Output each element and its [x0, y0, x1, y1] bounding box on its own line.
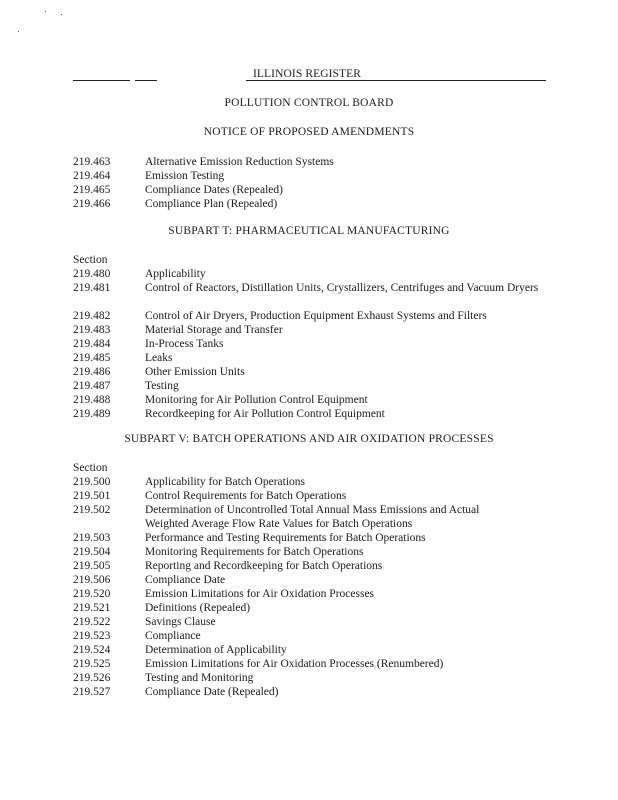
section-number: 219.464 [73, 170, 111, 182]
section-number: 219.489 [73, 408, 111, 420]
subpart-t-heading: SUBPART T: PHARMACEUTICAL MANUFACTURING [168, 225, 450, 237]
section-number: 219.487 [73, 380, 111, 392]
scan-speck [61, 14, 62, 15]
toc-row [73, 475, 553, 489]
toc-row [73, 183, 553, 197]
board-name: POLLUTION CONTROL BOARD [224, 97, 394, 109]
toc-row [73, 615, 553, 629]
toc-row [73, 489, 553, 503]
section-label: Section [73, 254, 108, 266]
section-title: Applicability [145, 268, 206, 280]
section-title: Compliance [145, 630, 201, 642]
section-title: Definitions (Repealed) [145, 602, 251, 614]
section-number: 219.466 [73, 198, 111, 210]
toc-row [73, 629, 553, 643]
toc-row [73, 573, 553, 587]
section-title: Control of Air Dryers, Production Equipment Exhaust Systems and Filters [145, 310, 487, 322]
toc-row [73, 601, 553, 615]
toc-row [73, 503, 553, 531]
toc-row [73, 685, 553, 699]
section-title: Testing [145, 380, 179, 392]
section-number: 219.502 [73, 504, 111, 516]
section-number: 219.504 [73, 546, 111, 558]
toc-row [73, 587, 553, 601]
toc-row [73, 365, 553, 379]
section-number: 219.488 [73, 394, 111, 406]
toc-row [73, 281, 553, 309]
section-number: 219.520 [73, 588, 111, 600]
section-title: Material Storage and Transfer [145, 324, 283, 336]
section-title: Control Requirements for Batch Operations [145, 490, 347, 502]
toc-row [73, 169, 553, 183]
section-number: 219.480 [73, 268, 111, 280]
section-title: Testing and Monitoring [145, 672, 254, 684]
section-number: 219.506 [73, 574, 111, 586]
section-title: Performance and Testing Requirements for Batch Operations [145, 532, 426, 544]
header-rule-short [135, 80, 157, 81]
toc-row [73, 531, 553, 545]
section-title: Other Emission Units [145, 366, 245, 378]
toc-row [73, 559, 553, 573]
header-rule-right [246, 80, 546, 81]
section-number: 219.521 [73, 602, 111, 614]
section-title: Compliance Plan (Repealed) [145, 198, 278, 210]
section-number: 219.522 [73, 616, 111, 628]
section-title: Alternative Emission Reduction Systems [145, 156, 334, 168]
toc-row [73, 657, 553, 671]
subpart-t-list [73, 253, 553, 421]
section-number: 219.483 [73, 324, 111, 336]
section-number: 219.486 [73, 366, 111, 378]
register-title: ILLINOIS REGISTER [253, 68, 362, 80]
top-section-list [73, 155, 553, 211]
scan-speck [45, 11, 46, 12]
toc-row [73, 309, 553, 323]
section-title: Determination of Applicability [145, 644, 287, 656]
toc-row [73, 545, 553, 559]
section-number: 219.485 [73, 352, 111, 364]
section-number: 219.527 [73, 686, 111, 698]
section-number: 219.500 [73, 476, 111, 488]
section-number: 219.481 [73, 282, 111, 294]
subpart-v-heading: SUBPART V: BATCH OPERATIONS AND AIR OXIDATION PROCESSES [124, 433, 494, 445]
section-title: Recordkeeping for Air Pollution Control Equipment [145, 408, 385, 420]
toc-row [73, 267, 553, 281]
section-title: Emission Limitations for Air Oxidation Processes (Renumbered) [145, 658, 444, 670]
toc-row [73, 337, 553, 351]
scan-speck [18, 31, 19, 32]
toc-row [73, 155, 553, 169]
section-title: Leaks [145, 352, 173, 364]
section-number: 219.523 [73, 630, 111, 642]
section-number: 219.503 [73, 532, 111, 544]
section-number: 219.501 [73, 490, 111, 502]
section-number: 219.524 [73, 644, 111, 656]
toc-row [73, 671, 553, 685]
section-title: Savings Clause [145, 616, 216, 628]
section-title: Monitoring for Air Pollution Control Equipment [145, 394, 368, 406]
section-title: Emission Limitations for Air Oxidation Processes [145, 588, 375, 600]
toc-row [73, 351, 553, 365]
section-number: 219.482 [73, 310, 111, 322]
register-header [73, 68, 546, 82]
notice-title: NOTICE OF PROPOSED AMENDMENTS [203, 126, 415, 138]
section-title: Determination of Uncontrolled Total Annual Mass Emissions and Actual Weighted Average Flow Rate Values for Batch Operations [145, 504, 480, 530]
section-number: 219.463 [73, 156, 111, 168]
section-number: 219.505 [73, 560, 111, 572]
section-label: Section [73, 462, 108, 474]
section-number: 219.465 [73, 184, 111, 196]
section-number: 219.484 [73, 338, 111, 350]
section-number: 219.525 [73, 658, 111, 670]
section-title: Emission Testing [145, 170, 225, 182]
section-title: Compliance Dates (Repealed) [145, 184, 283, 196]
section-number: 219.526 [73, 672, 111, 684]
section-title: In-Process Tanks [145, 338, 224, 350]
section-title: Applicability for Batch Operations [145, 476, 306, 488]
toc-row [73, 393, 553, 407]
section-title: Control of Reactors, Distillation Units, Crystallizers, Centrifuges and Vacuum Dryers [145, 282, 539, 294]
section-title: Compliance Date [145, 574, 226, 586]
toc-row [73, 407, 553, 421]
section-title: Compliance Date (Repealed) [145, 686, 279, 698]
subpart-v-list [73, 461, 553, 699]
section-title: Reporting and Recordkeeping for Batch Operations [145, 560, 383, 572]
toc-row [73, 323, 553, 337]
toc-row [73, 643, 553, 657]
header-rule-left [73, 80, 130, 81]
section-title: Monitoring Requirements for Batch Operations [145, 546, 364, 558]
toc-row [73, 197, 553, 211]
toc-row [73, 379, 553, 393]
